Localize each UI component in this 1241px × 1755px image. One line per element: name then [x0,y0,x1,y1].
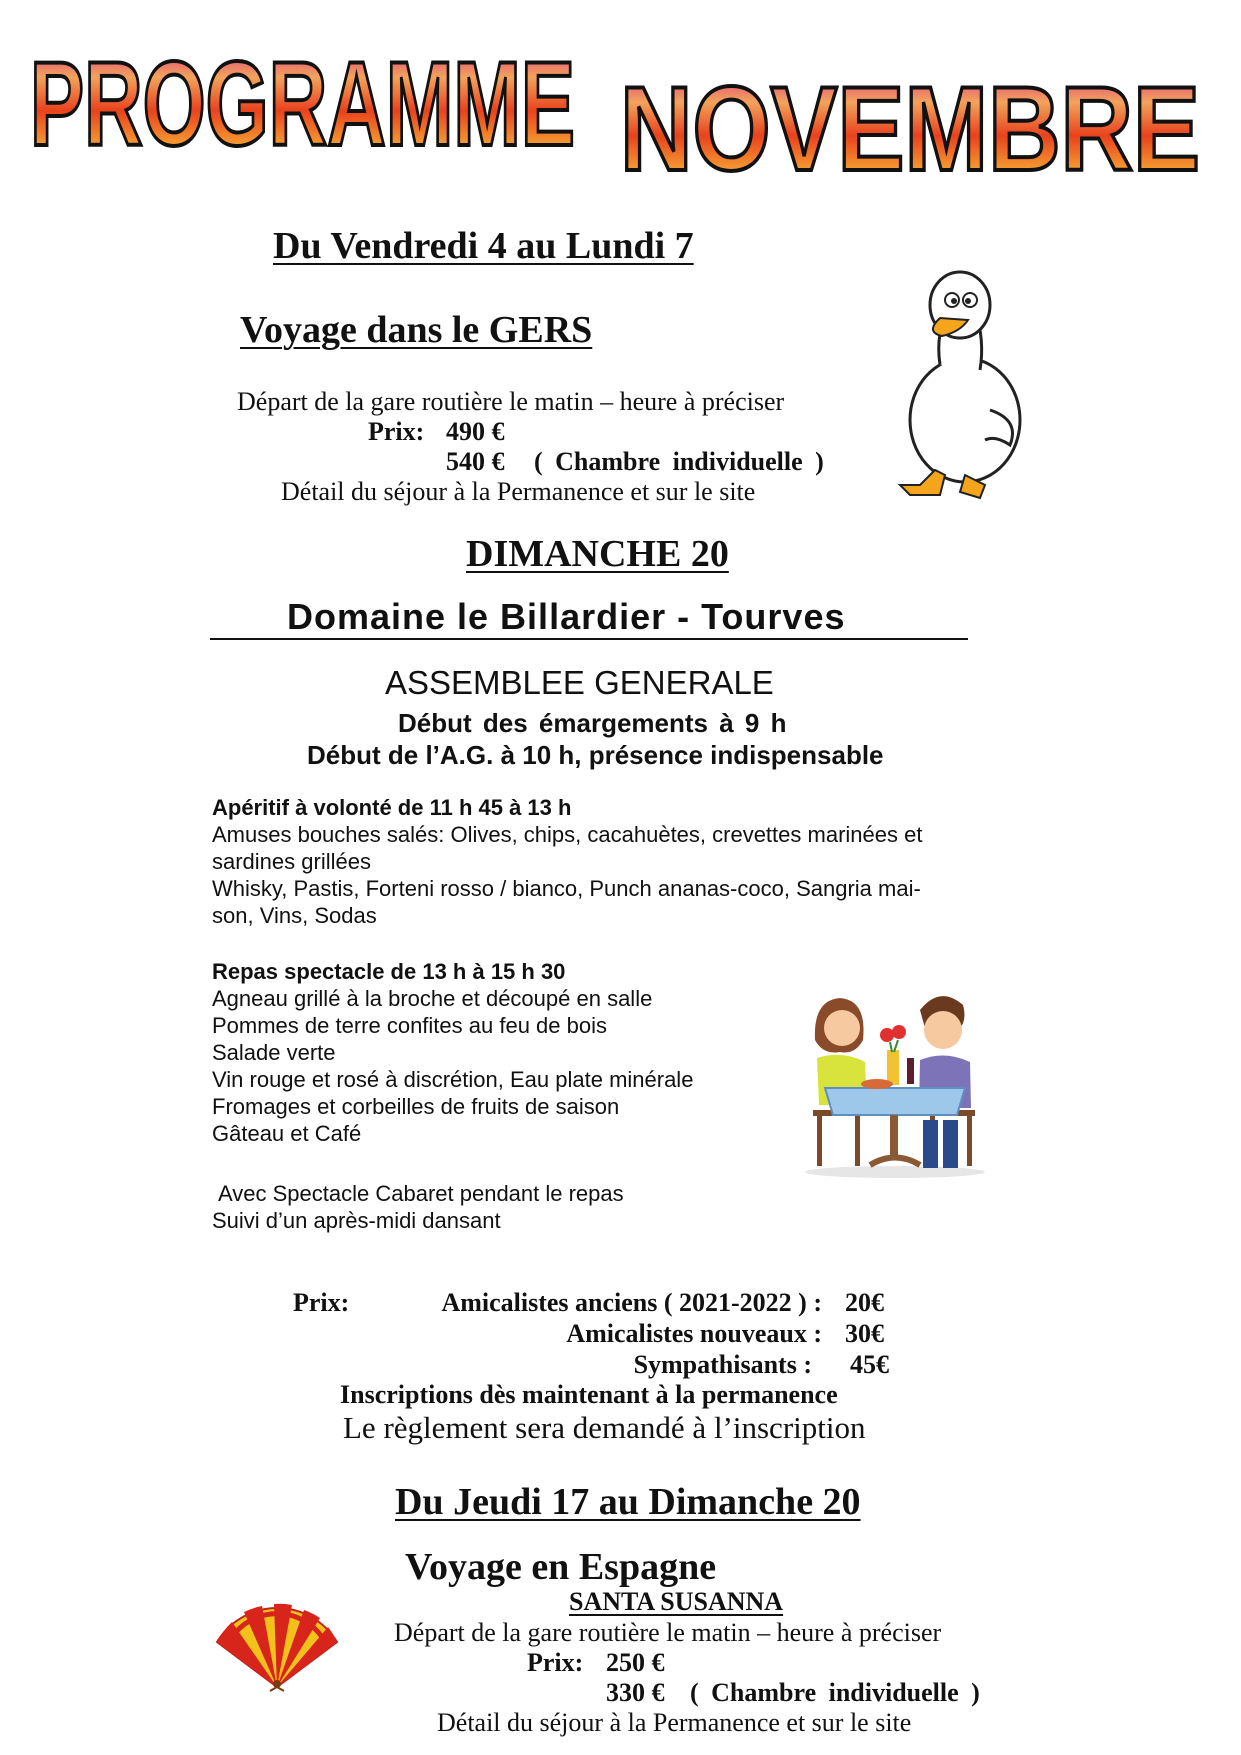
repas-title: Repas spectacle de 13 h à 15 h 30 [212,959,566,984]
gers-title: Voyage dans le GERS [240,309,593,351]
spectacle-block [212,1180,1032,1234]
espagne-details: Détail du séjour à la Permanence et sur le site [437,1708,912,1737]
aperitif-line: sardines grillées [212,849,371,874]
espagne-price-1: 250 € [606,1648,665,1677]
dining-couple-icon [795,980,995,1180]
espagne-price-2: 330 € [606,1678,665,1707]
espagne-price-label: Prix: [527,1648,584,1677]
ag-price-row-label: Amicalistes anciens ( 2021-2022 ) : [441,1288,822,1317]
ag-line-1: Début des émargements à 9 h [398,708,787,738]
repas-line: Vin rouge et rosé à discrétion, Eau plate minérale [212,1067,694,1092]
gers-details: Détail du séjour à la Permanence et sur le site [281,477,756,506]
ag-price-label: Prix: [293,1288,350,1317]
repas-line: Gâteau et Café [212,1121,362,1146]
ag-venue-underline [210,638,968,640]
ag-reglement: Le règlement sera demandé à l’inscription [343,1410,866,1445]
ag-price-row-value: 45€ [850,1350,889,1379]
page-title [20,20,1220,200]
duck-icon [880,270,1030,500]
aperitif-line: Amuses bouches salés: Olives, chips, cacahuètes, crevettes marinées et [212,822,923,847]
ag-line-2: Début de l’A.G. à 10 h, présence indispensable [307,740,884,770]
gers-price-1: 490 € [446,417,505,446]
title-word-novembre: NOVEMBRE [620,62,1200,196]
aperitif-line: Whisky, Pastis, Forteni rosso / bianco, Punch ananas-coco, Sangria mai- [212,876,921,901]
espagne-price-2-note: ( Chambre individuelle ) [690,1678,980,1707]
ag-price-row-value: 20€ [845,1288,884,1317]
ag-date: DIMANCHE 20 [466,533,729,575]
gers-price-2-note: ( Chambre individuelle ) [534,447,824,476]
ag-inscriptions: Inscriptions dès maintenant à la permanence [340,1380,838,1409]
gers-price-2: 540 € [446,447,505,476]
spectacle-line: Suivi d’un après-midi dansant [212,1208,501,1233]
aperitif-title: Apéritif à volonté de 11 h 45 à 13 h [212,795,572,820]
repas-line: Agneau grillé à la broche et découpé en salle [212,986,653,1011]
gers-departure: Départ de la gare routière le matin – heure à préciser [237,387,785,416]
spectacle-line: Avec Spectacle Cabaret pendant le repas [218,1181,624,1206]
ag-venue: Domaine le Billardier - Tourves [287,596,846,637]
espagne-title: Voyage en Espagne [405,1546,717,1588]
repas-line: Fromages et corbeilles de fruits de saison [212,1094,620,1119]
repas-line: Salade verte [212,1040,336,1065]
espagne-departure: Départ de la gare routière le matin – heure à préciser [394,1618,942,1647]
spanish-fan-icon [212,1592,342,1692]
aperitif-block [212,794,1032,929]
ag-title: ASSEMBLEE GENERALE [385,664,774,701]
repas-line: Pommes de terre confites au feu de bois [212,1013,607,1038]
espagne-date: Du Jeudi 17 au Dimanche 20 [395,1481,861,1523]
aperitif-line: son, Vins, Sodas [212,903,377,928]
gers-date: Du Vendredi 4 au Lundi 7 [273,225,694,267]
ag-price-row-value: 30€ [845,1319,884,1348]
gers-price-label: Prix: [368,417,425,446]
title-word-programme: PROGRAMME [30,37,575,171]
espagne-subtitle: SANTA SUSANNA [569,1587,784,1616]
ag-price-row-label: Sympathisants : [633,1350,812,1379]
ag-price-row-label: Amicalistes nouveaux : [566,1319,822,1348]
